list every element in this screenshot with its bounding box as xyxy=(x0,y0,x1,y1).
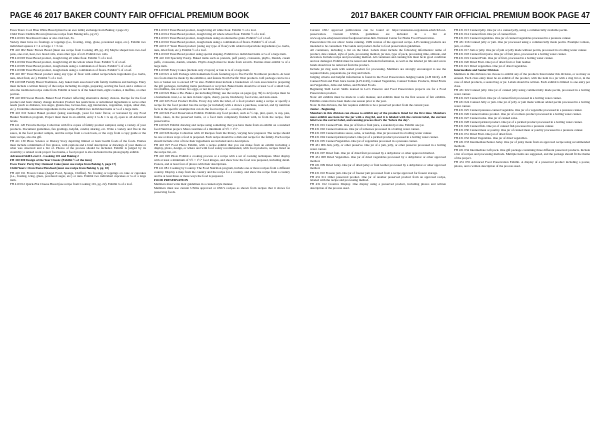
paragraph: FH 431 012 Creative Display. One display using a preserved product, including photos and written description of the process used. xyxy=(310,182,446,191)
paragraph: FH 431 009 Dried Jerky. One jar of dried jerky or fruit leather processed by a dehydrator or other approved method. xyxy=(310,162,446,171)
paragraph: FH 431 003 Canned tomato sauce, salsa, or ketchup. One jar processed in a boiling water canner. xyxy=(310,130,432,135)
paragraph: Judging criteria and helpful information is found in the Food Preservation Judging Guide (4-H 9419), 4-H Canned Fruit and Fruit Juice Guide (4-H 4129), Canned Vegetables, Canned Tomato Products, Dried Fruits and Vegetables, Jams and Jellies, and Pickled Foods. xyxy=(310,75,446,87)
paragraph: All containers, including a list on the label. Labels must include the following information: name of product, date canned, style of pack, processing method, jar size, type of pack, processing time, altitude, and elevation. Include recipe and processing method. All containers and canning lids must be in good condition and not damaged. Exhibit must be tested and included information, as well as the labeled jar lids and screw bands should not be removed from the product. xyxy=(310,47,446,68)
paragraph: FH 410 024 Food Preservation Exhibit. Exhibits any food product, such as ½ cup, pint, quart, ¼ cup, pies, fruits, cakes, in the preserved items, or a food item completely finished with, in from the recipe, fruit preservative. xyxy=(154,111,290,123)
paragraph: FH 431 010 Freezer jam. One jar of freezer jam processed from a recipe approved for freezer storage. xyxy=(310,170,438,175)
page-header: 2017 BAKER COUNTY FAIR OFFICIAL PREMIUM BOOK PAGE 47 xyxy=(310,10,590,24)
paragraph: Members must use current USDA approved or OSU's recipes as shown from recipes that it shows for preserving foods. xyxy=(154,185,290,194)
page-right xyxy=(300,0,600,424)
paragraph: FH 431 011 Other preserved product. One jar of another preserved product from an approved recipe, labeled with the recipe and processing method. xyxy=(310,174,446,183)
paragraph: FH 431 002 Canned tomatoes. One jar of tomatoes processed in a boiling water canner. xyxy=(310,126,420,131)
paragraph: FH 410 012 Quick-Flat Cheese Bread (use recipe from Cooking 101, pg. 22). Exhibit ¼ of a loaf. xyxy=(10,182,133,187)
paragraph: FH 410 007 Yeast Bread product using any type of flour with added recipe/whole ingredients (i.e. herbs, nuts, dried fruit, etc.). Exhibit ½ of a loaf. xyxy=(10,72,146,80)
paragraph: FH 431 001 Canned Fruit. One jar of fruit or fruit juice, a standard jar size. Exhibit one jar. xyxy=(310,122,425,127)
paragraph: FH 431 026 Canned tomato product. One jar of a tomato product processed in a boiling water canner. xyxy=(454,111,582,116)
paragraph: FH 431 024 Canned Jelly or jam. One jar of jelly or jam made without added pectin processed in a boiling water canner. xyxy=(454,99,590,108)
paragraph: FH 431 028 Canned pickled product. One jar of a pickled product processed in a boiling water canner. xyxy=(454,119,583,124)
paragraph: FH 410 013 Yeast Bread product, dough bring all white flour. Exhibit ½ of a loaf. xyxy=(154,29,257,32)
page-header: PAGE 46 2017 BAKER COUNTY FAIR OFFICIAL PREMIUM BOOK xyxy=(10,10,290,24)
paragraph: FH 410 011 Frozen Cakes (Angel Food, Sponge, Chiffon). No frosting or toppings on cake or cupcakes (i.e., frosting, icing, glaze, powdered sugar, etc.) or nuts. Exhibit two individual cupcakes or ¼ of a large item. xyxy=(10,170,146,183)
paragraph: FH 431 021 Dried vegetables. One jar of dried vegetables. xyxy=(454,64,528,69)
paragraph: FH 410 023 Food Product Profile. Every day with the label, of a food product using a recipe or specify a recipe for the food product has the recipe (or included) with a shows a purchase, sourced, and by nutrition facts in the specific example that can do the food recipe of ... a recipe, all natural. xyxy=(154,99,290,112)
paragraph: FH 410 019 Specialty Pastry. Baked items such as pretzels, puff pastry, croissants, phyllo, Danish, cream puffs, croissants, danish, strudels. Phyllo dough must be made from scratch. Pastries must exhibit ¼ of a large item. xyxy=(154,56,290,68)
paragraph: FH 431 022 Canned jelly. One jar of canned jelly using commercially made pectin, processed in a boiling water canner. xyxy=(454,87,590,96)
section-heading: Ewes Years: Party Day Oatmeal Cake (must use recipe from Baking 3, page 17) xyxy=(10,162,117,167)
paragraph: FH 410 003 Yeast Bread product, dough bring all white flour. Exhibit ½ of a loaf. xyxy=(10,55,113,60)
paragraph: Beginning Skill Level: Skills learned in Let’s Preserve and Food Preservation projects are for a Food Preservation product. xyxy=(310,86,446,95)
section-heading: Junior - Beginning xyxy=(310,106,336,111)
paragraph: FH 411 120 Favorite Recipe Collection with five copies of family product sampled, using a variety of your products. Document guidelines, fun gradings, helpful, candid, sharing, etc. Write a variety and five in the sauce, in the food product sample, and the recipe from a cook book, or the copy from a copy guide or the basic recipe, also the gift. xyxy=(10,123,146,139)
paragraph: FH 410 010 Senior Baked product (using sourdough, yeast for basic flavor, or leavened by any Food Beaker Nutrition program, Project must meet in an exhibit, entry 2 ¼ & 1 ¼ up 2), open to all Advanced levels. xyxy=(10,111,146,124)
text-columns xyxy=(310,29,590,418)
paragraph: FH 410 018 Yeast Bread product using special shaping. Exhibit two individual items or ¼ of a large item. xyxy=(154,52,287,57)
paragraph: FH 410 002 Basic Brown Bread (must use recipe from Cooking 4H, pg. 45) Maybe shaped into two-loaf pans, one oval, heat, two bread rolls, even other type of roll. Exhibit two rolls. xyxy=(10,48,146,56)
paragraph: FH 431 023 Canned fruit. One jar of canned fruit processed in a boiling water canner. xyxy=(454,95,562,100)
paragraph: FH 431 032 Dried Vegetables. One jar of dried vegetables. xyxy=(454,136,528,141)
text-column-2 xyxy=(454,29,590,418)
paragraph: FH 431 034 Intermediate Gift pack. One gift package containing three different preserved products. Include a list of recipes and processing methods. Multiple items are suggested, and the package should fit the theme of the project. xyxy=(454,148,590,160)
paragraph: FH 431 020 Dried Fruit. One jar of dried fruit or fruit leather. xyxy=(454,60,532,65)
paragraph: FH 411 081 Cooking by Country. The Food Nutrition program, include one or more recipes from a different country. Display a map from the country and the recipe for a country, and show the recipe from a country and be at least three or more ways the food is prepared. xyxy=(154,166,290,178)
paragraph: Include jar ring seals with sealed product for processing. Members are strongly encouraged to use the required labels, preparations, jar ring and labels. xyxy=(310,67,446,76)
text-column-1 xyxy=(310,29,446,418)
paragraph: Members must write their guidelines in a canned-style manner. xyxy=(154,181,234,186)
paragraph: Note: All exhibits must be made in a safe manner, and exhibits must be the first season of fair exhibits. Exhibits cannot have been made one season prior to the year. xyxy=(310,94,446,103)
paragraph: FH 410 009 Sweet Breads. Baked Food Product reflecting alternative dietary choices. Recipe for the food product and basic dietary change included. Product has restrictions or substituted ingredients to serve other needs (such as diabetes, low-sugar, gluten-free, lactose-free, egg intolerance, vegetarian, vegan, other diet, etc.). Underline alternative ingredients in the recipe. Exhibit two individual items or ¼ of a large item. xyxy=(10,95,146,112)
paragraph: Members in this division can choose to exhibit any of the products listed under this division, or as many as entered. Each class entry must be an exhibit of the product, with the item in a jar with a ring lid or, in the case of dried products, a sealed bag or jar. Labels should be written. Each exhibit is limited to one entry per class. xyxy=(454,72,590,88)
paragraph: FH 431 007 Dried fruit. One jar of dried fruit processed by a dehydrator or other approved method. xyxy=(310,150,435,155)
paragraph: FH 431 005 Canned Vegetables. One jar of vegetables processed in a pressure canner. xyxy=(310,138,418,143)
paragraph: Preservation: Do not allow: home canning. 1999 version of the approved recipe. 4-H canning products are intended to be consumed. The Guide and product. Refer to food preservation guidelines. xyxy=(310,39,446,48)
paragraph: Child Years: Debbie Brown (must use recipe from Baking info, pg 21) xyxy=(10,32,99,37)
paragraph: FH 431 029 Canned fish. One jar of canned fish processed in a pressure canner. xyxy=(454,124,554,128)
paragraph: FH 410 015 Yeast Bread product, dough made using an alternative grain. Exhibit ½ of a loaf. xyxy=(154,36,271,41)
section-heading: Intermediate and Senior Division xyxy=(454,68,499,73)
paragraph: FH 431 017 Jam or jelly. One jar of jam or jelly made without pectin, processed in a boiling water canner. xyxy=(454,48,587,53)
section-heading: Child Years: Oven Pasta Pinwheel (must use recipe from Baking 3, pg. 18) xyxy=(10,166,110,171)
paragraph: Note: In this division, the fair requires exhibits to be a preserved product from the current year. xyxy=(310,102,430,107)
paragraph: FH 410 021 A Gift Package with homemade foods featuring up to five Pacific Northwest products. At least two foods must be made by the exhibitor, and feature North Pacific West products. Gift package can be in a box or basket not to exceed 18” in size. Exhibit must include a breakdown of costs associated to preparing the gift packages, including items purchased or recycled. Baked items should be at least ¼ of a small loaf, two muffins, one or more two eggs, or not more than ¼ cup.” xyxy=(154,71,290,92)
paragraph: FH 431 015 Canned vegetables. One jar of canned vegetables processed in a pressure canner. xyxy=(454,36,572,41)
paragraph: FH 410 006 Yeast Bread product, dough made using a combination of flours. Exhibit ½ of a loaf. xyxy=(10,68,132,73)
section-heading: FOOD PRESERVATION xyxy=(154,177,189,182)
paragraph: FH 431 025 Canned pressure-canned vegetable. One jar of a vegetable processed in a pressure canner. xyxy=(454,107,583,112)
paragraph: FH 410 026 Recipe Collection with 10 Recipes from the library, varying how prepared. The recipe should be one or more ways a food is prepared. Each recipe should be a dish and recipe for the family. Each recipe should include a list of how their ingredients are included and a description. xyxy=(154,130,290,143)
paragraph: FH 431 016 Canned jelly or jam. One jar processed using a commercially made pectin. Example: tomato, jam, or other. xyxy=(454,40,590,48)
paragraph: FH 431 031 Dried Fruit. One jar of dried fruit. xyxy=(454,132,513,137)
paragraph: FH 410 016 Yeast Bread product, dough made using a combination of flours. Exhibit ½ of a loaf. xyxy=(154,40,276,45)
paragraph: FH 411 130 Photo Science or Dietary Story depicting limited or basic health foods of the foods. Entries must include a minimum of five photos, with captions and a brief description or drawings of your theme or what was observed and a list of. Photos of the process should be included. Exhibit is judged by its creativity; a related work project food name, a food project is also included in the photography exhibit. xyxy=(10,138,146,155)
section-heading: Advanced Skill Level 4 - Cooking 101 and Baking 2 xyxy=(10,154,79,159)
paragraph: FH 431 019 Canned Fruit. One jar of fruit, processed in a boiling water canner. xyxy=(454,56,554,61)
section-heading: FH 410 000 Design of the Year Classic (Exhibit ½ of the item) xyxy=(10,158,92,163)
paragraph: FH 431 033 Intermediate/Senior Jerky. One jar of jerky made from an approved recipe using recommended methods. xyxy=(454,140,590,149)
paragraph: Ewes Years: Cool Blue White Breed (must be an ewe lamb) exchange from Baking 1 page 21) xyxy=(10,29,129,32)
paragraph: FH 410 004 Yeast Bread product, dough bring all the whole wheat flour. Exhibit ½ of a loaf. xyxy=(10,60,127,64)
paragraph: FH 410 014 Yeast Bread product, dough bring all whole wheat flour. Exhibit ½ of a loaf. xyxy=(154,32,266,37)
paragraph: FH 410 017 Yeast Bread product (using any type of flour) with added recipe/whole ingredients (i.e. herbs, nuts, dried fruit, etc.). Exhibit ½ of a loaf. xyxy=(154,44,290,53)
text-columns xyxy=(10,29,290,418)
paragraph: FH 431 013 Canned jelly. One jar of a canned jelly, using a commercially available pectin. xyxy=(454,29,568,32)
paragraph: FH 431 030 Canned meat or poultry. One jar of canned meat or poultry processed in a pressure canner. xyxy=(454,128,584,133)
paragraph: FH 410 005 Yeast Bread product, dough made using a combination of flours. Exhibit ½ of a loaf. xyxy=(10,64,132,69)
paragraph: FH 410 020 Fancy Cakes (include only 2 layers) or bun is ¼ of a large item. xyxy=(154,67,250,72)
paragraph: FH 431 018 Canned fruit juice. One jar of fruit juice, processed in a boiling water canner. xyxy=(454,52,567,57)
paragraph: FH 410 027 Food Photo Exhibit, with a recipe exhibit that you can make from an exhibit including a display, photo, design, or where and with food safety recommended, with food products, recipes listed on the recipe list, etc. xyxy=(154,142,290,155)
paragraph: FH 410 008 Family Bread Traditions. Any baked item associated with family traditions and heritage. Entry must include a written history of the recipe including its origin, preparing, serving the food, and a culture or who the traditional recipe came from. Exhibit at least ¼ of the baked item, eight cookies, 4 muffins, or other portion. xyxy=(10,80,146,96)
paragraph: FH 410 028 Photo Exhibit a cooking process or a recipe with a set of cooking techniques. Must display with at least a minimum of 5½ × 1½” food images, and show how the food was prepared, including detail. Posters, and at least four of photos with their descriptions. xyxy=(154,154,290,167)
paragraph: FH 431 014 Canned fruit. One jar of canned fruit. xyxy=(454,32,517,37)
paragraph: FH 410 022 Bake a Pie. Bake a pie including filling; use the recipe on pages (pg. 39) to 42 (recipe must be a homemade crust, i.e. no nuts in basic apple, cherry, pecan, blackberry, food scale, and nuts eaten. xyxy=(154,91,290,100)
section-heading: Members in this division can choose to exhibit any of the products listed for the first time. Members must exhibit one item for the jar with a ring lid, and it is labeled with the current label, the current label was the correct label, and canning process that’s the ‘before the day’. xyxy=(310,110,446,123)
paragraph: FH 431 006 Jam, jelly, or other preserve. One jar of a jam, jelly, or other preserve processed in a boiling water canner. xyxy=(310,142,446,151)
paragraph: Current OSU approved publications can be found at: https://extension.oregonstate.edu/fch/food-preservation. Current USDA guidelines are included in a list at www.ag.wsu.edu/preservation/foodpreservation.htm. National Center for Home Food Preservation. xyxy=(310,29,446,40)
text-column-2 xyxy=(154,29,290,418)
text-column-1 xyxy=(10,29,146,418)
paragraph: Variety must have no frostings or toppings (i.e., frosting, icing, glaze, powdered sugar, etc.). Exhibit two individual squares 2 × 4 or large 1 × 3 cut. xyxy=(10,40,146,48)
paragraph: FH 410 025 Exhibit drawing and recipe using something that you have made from an exhibit on a standard food Nutrition project. Must constitute of a minimum of 5½ × 1½”. xyxy=(154,122,290,131)
paragraph: FH 431 035 Advanced Food Preservation Exhibit. A display of a preserved product including a poster, photos, and a written description of the process used. xyxy=(454,159,590,168)
paragraph: FH 431 008 Dried Vegetables. One jar of dried vegetables processed by a dehydrator or other approved method. xyxy=(310,154,446,163)
paragraph: FH 431 027 Canned salsa. One jar of canned salsa. xyxy=(454,115,518,120)
paragraph: FH 431 004 Canned pickled product. One jar of a pickled product processed in a boiling water canner. xyxy=(310,134,439,139)
paragraph: FH 410 001 Shortbread Cakes or also visit Gul, 3x. xyxy=(10,36,75,41)
